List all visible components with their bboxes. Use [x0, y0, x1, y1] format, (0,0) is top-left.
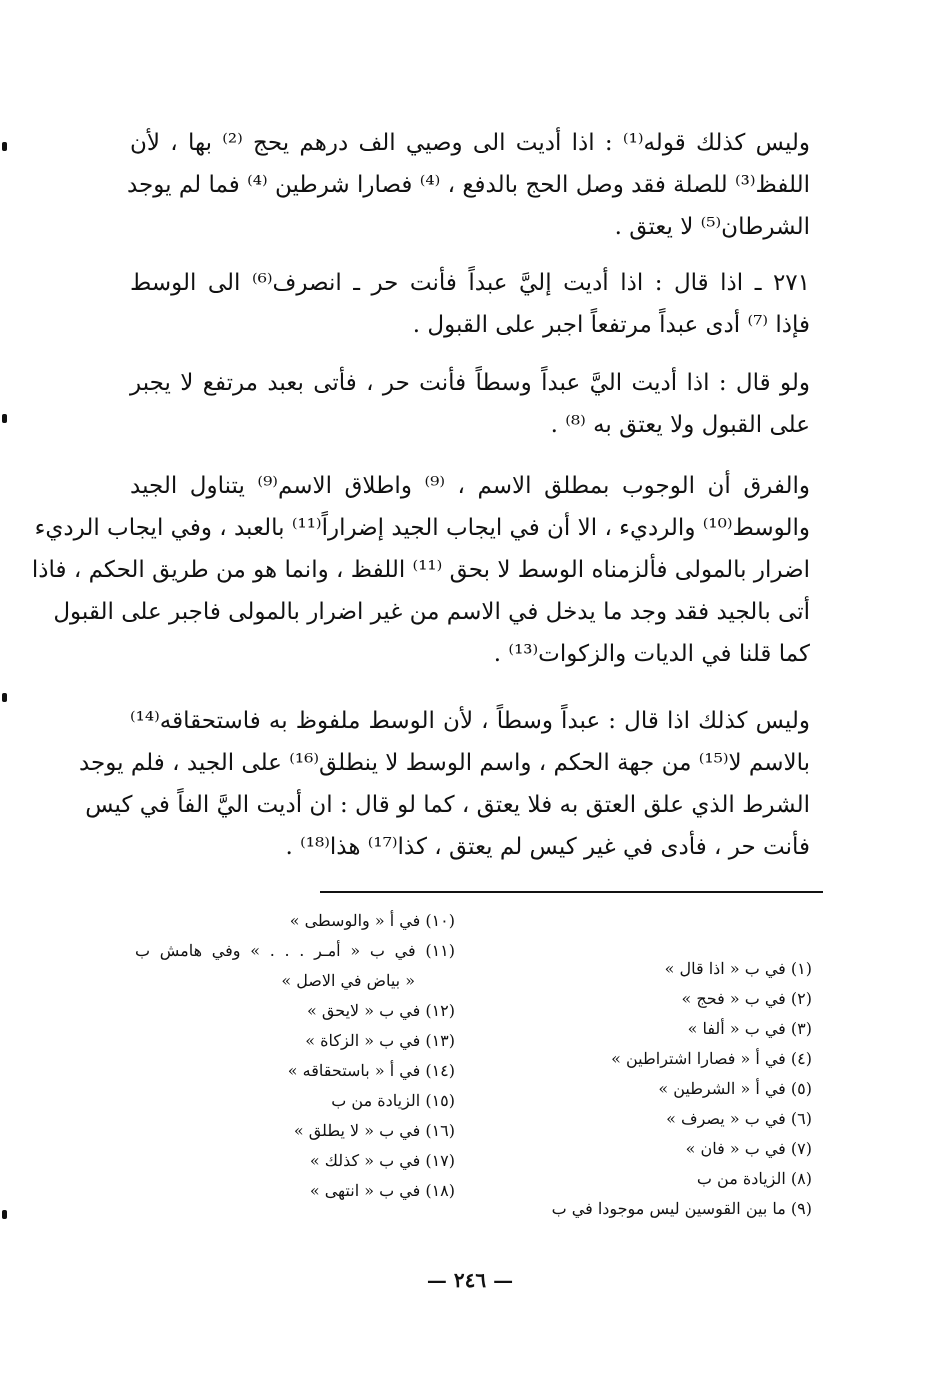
- footnote: (١٠) في أ « والوسطى »: [289, 911, 455, 930]
- footnote-continuation: « بياض في الاصل »: [281, 971, 415, 990]
- page-number: — ٢٤٦ —: [426, 1268, 514, 1292]
- footnote: (١٤) في أ « باستحقاقه »: [287, 1061, 455, 1080]
- paragraph-line: والوسط⁽¹⁰⁾ والرديء ، الا أن في ايجاب الجيد إضراراً⁽¹¹⁾ بالعبد ، وفي ايجاب الرديء: [34, 515, 810, 541]
- footnote: (٦) في ب « يصرف »: [666, 1109, 812, 1128]
- paragraph-line: اللفظ⁽³⁾ للصلة فقد وصل الحج بالدفع ، ⁽⁴⁾ فصارا شرطين ⁽⁴⁾ فما لم يوجد: [126, 172, 810, 198]
- paragraph-line: وليس كذلك قوله⁽¹⁾ : اذا أديت الى وصيي الف درهم يحج ⁽²⁾ بها ، لأن: [130, 130, 811, 156]
- paragraph-line: الشرط الذي علق العتق به فلا يعتق ، كما لو قال : ان أديت اليَّ الفاً في كيس: [85, 792, 810, 818]
- scan-mark: [2, 693, 7, 702]
- paragraph-line: فإذا ⁽⁷⁾ أدى عبداً مرتفعاً اجبر على القبول .: [412, 312, 810, 338]
- scan-mark: [2, 414, 7, 423]
- footnote: (١٨) في ب « انتهى »: [309, 1181, 455, 1200]
- footnote: (٢) في ب « فحج »: [681, 989, 812, 1008]
- paragraph-line: على القبول ولا يعتق به ⁽⁸⁾ .: [550, 412, 810, 438]
- paragraph-line: فأنت حر ، فأدى في غير كيس لم يعتق ، كذا⁽¹⁷⁾ هذا⁽¹⁸⁾ .: [285, 834, 810, 860]
- paragraph-line: وليس كذلك اذا قال : عبداً وسطاً ، لأن الوسط ملفوظ به فاستحقاقه⁽¹⁴⁾: [130, 708, 810, 734]
- footnotes-right-column: [540, 954, 812, 1224]
- footnote: (١٥) الزيادة من ب: [331, 1091, 455, 1110]
- footnote: (٧) في ب « فان »: [685, 1139, 812, 1158]
- paragraph-5: [78, 700, 810, 868]
- paragraph-1: [126, 122, 811, 248]
- paragraph-line: ٢٧١ ـ اذا قال : اذا أديت إليَّ عبداً فأنت حر ـ انصرف⁽⁶⁾ الى الوسط: [130, 270, 810, 296]
- footnotes-left-column: [135, 906, 455, 1206]
- paragraph-4: [31, 465, 810, 675]
- paragraph-line: كما قلنا في الديات والزكوات⁽¹³⁾ .: [493, 641, 810, 667]
- paragraph-3: [130, 362, 810, 446]
- footnote: (١٣) في ب « الزكاة »: [305, 1031, 455, 1050]
- footnote: (١٢) في ب « لايحق »: [307, 1001, 455, 1020]
- footnote: (١١) في ب « أمـر . . . » وفي هامش ب: [135, 941, 455, 960]
- footnote: (٥) في أ « الشرطين »: [658, 1079, 812, 1098]
- footnote: (٣) في ب « ألفا »: [687, 1019, 812, 1038]
- footnote-separator: [320, 891, 823, 893]
- footnote: (٨) الزيادة من ب: [696, 1169, 812, 1188]
- paragraph-line: اضرار بالمولى فألزمناه الوسط لا بحق ⁽¹¹⁾ اللفظ ، وانما هو من طريق الحكم ، فاذا: [31, 557, 810, 583]
- paragraph-line: أتى بالجيد فقد وجد ما يدخل في الاسم من غير اضرار بالمولى فاجبر على القبول: [53, 599, 810, 625]
- footnote: (٤) في أ « فصارا اشتراطين »: [611, 1049, 812, 1068]
- footnote: (١٧) في ب « كذلك »: [309, 1151, 455, 1170]
- paragraph-line: ولو قال : اذا أديت اليَّ عبداً وسطاً فأنت حر ، فأتى بعبد مرتفع لا يجبر: [130, 370, 810, 396]
- scan-mark: [2, 1210, 7, 1219]
- paragraph-line: والفرق أن الوجوب بمطلق الاسم ، ⁽⁹⁾ واطلاق الاسم⁽⁹⁾ يتناول الجيد: [130, 473, 810, 499]
- footnote: (١٦) في ب « لا يطلق »: [293, 1121, 455, 1140]
- paragraph-line: الشرطان⁽⁵⁾ لا يعتق .: [614, 214, 810, 240]
- paragraph-line: بالاسم لا⁽¹⁵⁾ من جهة الحكم ، واسم الوسط لا ينطلق⁽¹⁶⁾ على الجيد ، فلم يوجد: [78, 750, 810, 776]
- footnote: (١) في ب « اذا قال »: [664, 959, 812, 978]
- scan-mark: [2, 142, 7, 151]
- footnote: (٩) ما بين القوسين ليس موجودا في ب: [551, 1199, 812, 1218]
- paragraph-2: [130, 262, 810, 346]
